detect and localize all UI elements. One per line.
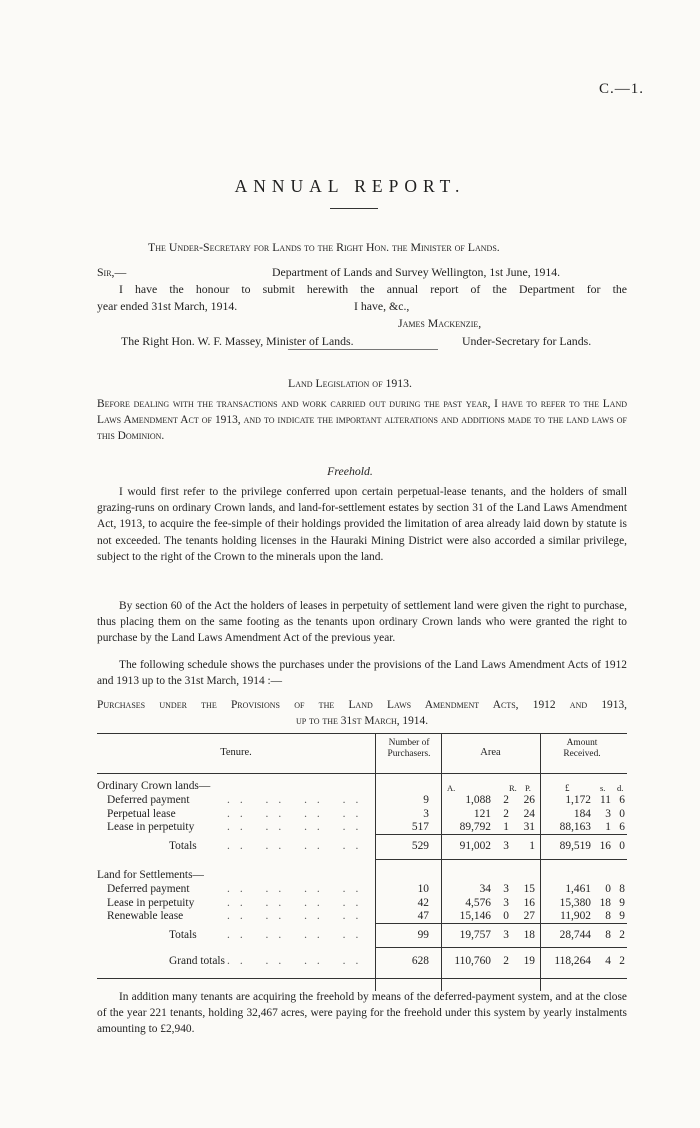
- roods-cell: 0: [503, 910, 509, 922]
- pence-cell: 9: [619, 910, 625, 922]
- purchasers-cell: 9: [423, 794, 429, 806]
- leader-dots: .. .. .. ..: [227, 794, 369, 806]
- acres-cell: 15,146: [459, 910, 491, 922]
- col-rule-1: [375, 733, 376, 991]
- pence-cell: 6: [619, 821, 625, 833]
- leader-dots: .. .. .. ..: [227, 883, 369, 895]
- pounds-cell: 1,172: [565, 794, 591, 806]
- roods-cell: 3: [503, 896, 509, 909]
- title-rule: [330, 208, 378, 209]
- acres-cell: 19,757: [459, 929, 491, 941]
- col-rule-2: [441, 733, 442, 991]
- row-label: Deferred payment: [107, 883, 190, 895]
- row-label: Totals: [169, 929, 197, 941]
- header-rule: [97, 773, 627, 774]
- row-label: Totals: [169, 840, 197, 852]
- intro-text: Before dealing with the transactions and work carried out during the past year, I have to refer to the Land Laws Amendment Act of 1913, and to indicate the important alterations and additions made to the land laws of this Dominion.: [97, 398, 627, 443]
- dateline: Department of Lands and Survey Wellington, 1st June, 1914.: [272, 265, 561, 279]
- paragraph-intro: [97, 396, 627, 445]
- row-label: Grand totals: [169, 955, 225, 967]
- address-line: The Under-Secretary for Lands to the Right Hon. the Minister of Lands.: [148, 240, 500, 254]
- row-label: Deferred payment: [107, 794, 190, 806]
- unit-pence: d.: [617, 783, 624, 793]
- leader-dots: .. .. .. ..: [227, 896, 369, 909]
- shillings-cell: 3: [605, 807, 611, 820]
- letter-line-1: I have the honour to submit herewith the annual report of the Department for the: [119, 282, 627, 296]
- pence-cell: 6: [619, 794, 625, 806]
- acres-cell: 4,576: [465, 896, 491, 909]
- pounds-cell: 15,380: [559, 896, 591, 909]
- unit-shillings: s.: [600, 783, 606, 793]
- purchasers-cell: 99: [417, 929, 429, 941]
- leader-dots: .. .. .. ..: [227, 840, 369, 852]
- shillings-cell: 1: [605, 821, 611, 833]
- roods-cell: 3: [503, 840, 509, 852]
- paragraph-schedule-intro: The following schedule shows the purchases under the provisions of the Land Laws Amendment Acts of 1912 and 1913 up to the 31st March, 1914 :—: [97, 659, 627, 688]
- shillings-cell: 4: [605, 955, 611, 967]
- roods-cell: 2: [503, 794, 509, 806]
- purchasers-cell: 10: [417, 883, 429, 895]
- subtotal-rule-1b: [375, 859, 627, 860]
- pounds-cell: 1,461: [565, 883, 591, 895]
- acres-cell: 89,792: [459, 821, 491, 833]
- pence-cell: 0: [619, 807, 625, 820]
- shillings-cell: 16: [599, 840, 611, 852]
- roods-cell: 3: [503, 929, 509, 941]
- header-amount: Amount Received.: [563, 738, 601, 759]
- acres-cell: 1,088: [465, 794, 491, 806]
- row-label: Lease in perpetuity: [107, 821, 195, 833]
- unit-pounds: £: [565, 783, 570, 793]
- pence-cell: 0: [619, 840, 625, 852]
- perches-cell: 1: [529, 840, 535, 852]
- signatory: James Mackenzie,: [398, 316, 482, 330]
- purchasers-cell: 517: [411, 821, 429, 833]
- perches-cell: 19: [523, 955, 535, 967]
- purchasers-cell: 47: [417, 910, 429, 922]
- purchasers-cell: 42: [417, 896, 429, 909]
- pence-cell: 8: [619, 883, 625, 895]
- table-title-line-2: up to the 31st March, 1914.: [295, 715, 429, 727]
- perches-cell: 31: [523, 821, 535, 833]
- salutation: Sir,—: [97, 265, 127, 279]
- letter-closing: I have, &c.,: [354, 299, 410, 313]
- leader-dots: .. .. .. ..: [227, 910, 369, 922]
- roods-cell: 2: [503, 807, 509, 820]
- acres-cell: 121: [473, 807, 491, 820]
- pence-cell: 2: [619, 955, 625, 967]
- acres-cell: 34: [479, 883, 491, 895]
- group-ordinary-crown-lands: Ordinary Crown lands—: [97, 780, 211, 792]
- subtotal-rule-1: [375, 834, 627, 835]
- acres-cell: 110,760: [454, 955, 491, 967]
- section-separator: [288, 349, 438, 350]
- leader-dots: .. .. .. ..: [227, 807, 369, 820]
- header-tenure: Tenure.: [220, 747, 252, 758]
- page-reference: C.—1.: [598, 81, 644, 97]
- roods-cell: 1: [503, 821, 509, 833]
- purchasers-cell: 3: [423, 807, 429, 820]
- section-title: Land Legislation of 1913.: [287, 376, 413, 390]
- perches-cell: 15: [523, 883, 535, 895]
- table-title-line-1: Purchases under the Provisions of the Land Laws Amendment Acts, 1912 and 1913,: [97, 699, 627, 711]
- header-purchasers: Number of Purchasers.: [387, 738, 431, 759]
- table-top-rule: [97, 733, 627, 734]
- subtotal-rule-2: [375, 923, 627, 924]
- pounds-cell: 118,264: [554, 955, 591, 967]
- row-label: Renewable lease: [107, 910, 184, 922]
- shillings-cell: 8: [605, 929, 611, 941]
- shillings-cell: 11: [600, 794, 611, 806]
- pounds-cell: 89,519: [559, 840, 591, 852]
- roods-cell: 2: [503, 955, 509, 967]
- table-bottom-rule: [97, 978, 627, 979]
- row-label: Perpetual lease: [107, 807, 176, 820]
- group-land-for-settlements: Land for Settlements—: [97, 869, 204, 881]
- leader-dots: .. .. .. ..: [227, 955, 369, 967]
- perches-cell: 26: [523, 794, 535, 806]
- leader-dots: .. .. .. ..: [227, 821, 369, 833]
- col-rule-3: [540, 733, 541, 991]
- pounds-cell: 184: [573, 807, 591, 820]
- pounds-cell: 11,902: [560, 910, 591, 922]
- perches-cell: 16: [523, 896, 535, 909]
- subsection-title: Freehold.: [327, 464, 373, 478]
- acres-cell: 91,002: [459, 840, 491, 852]
- header-area: Area: [480, 747, 501, 758]
- perches-cell: 18: [523, 929, 535, 941]
- paragraph-deferred-payment: In addition many tenants are acquiring the freehold by means of the deferred-payment system, and at the close of the year 221 tenants, holding 32,467 acres, were paying for the freehold under this system by yearly instalments amounting to £2,940.: [97, 991, 627, 1036]
- pounds-cell: 88,163: [559, 821, 591, 833]
- purchasers-cell: 529: [411, 840, 429, 852]
- shillings-cell: 0: [605, 883, 611, 895]
- purchasers-cell: 628: [411, 955, 429, 967]
- subtotal-rule-2b: [375, 947, 627, 948]
- unit-perches: P.: [525, 783, 531, 793]
- shillings-cell: 18: [599, 896, 611, 909]
- table-title: [97, 697, 627, 729]
- shillings-cell: 8: [605, 910, 611, 922]
- leader-dots: .. .. .. ..: [227, 929, 369, 941]
- paragraph-freehold: I would first refer to the privilege conferred upon certain perpetual-lease tenants, and the holders of small grazing-runs on ordinary Crown lands, and land-for-settlement estates by section 31 of the Land Laws Amendment Act, 1913, to acquire the fee-simple of their holdings provided the limitation of area already laid down by statute is not exceeded. The tenants holding licenses in the Hauraki Mining District were also accorded a similar privilege, subject to the right of the Crown to the minerals upon the land.: [97, 486, 627, 563]
- recipient: The Right Hon. W. F. Massey, Minister of Lands.: [121, 334, 354, 348]
- pence-cell: 2: [619, 929, 625, 941]
- row-label: Lease in perpetuity: [107, 896, 195, 909]
- unit-acres: A.: [447, 783, 456, 793]
- letter-line-2: year ended 31st March, 1914.: [97, 299, 238, 313]
- pounds-cell: 28,744: [559, 929, 591, 941]
- report-title: ANNUAL REPORT.: [234, 176, 466, 196]
- purchases-table: [97, 733, 627, 993]
- signatory-title: Under-Secretary for Lands.: [462, 334, 592, 348]
- unit-roods: R.: [509, 783, 517, 793]
- paragraph-section-60: By section 60 of the Act the holders of leases in perpetuity of settlement land were given the right to purchase, thus placing them on the same footing as the tenants upon ordinary Crown lands who were granted the right to purchase by the Land Laws Amendment Act of the previous year.: [97, 600, 627, 645]
- roods-cell: 3: [503, 883, 509, 895]
- perches-cell: 27: [523, 910, 535, 922]
- perches-cell: 24: [523, 807, 535, 820]
- pence-cell: 9: [619, 896, 625, 909]
